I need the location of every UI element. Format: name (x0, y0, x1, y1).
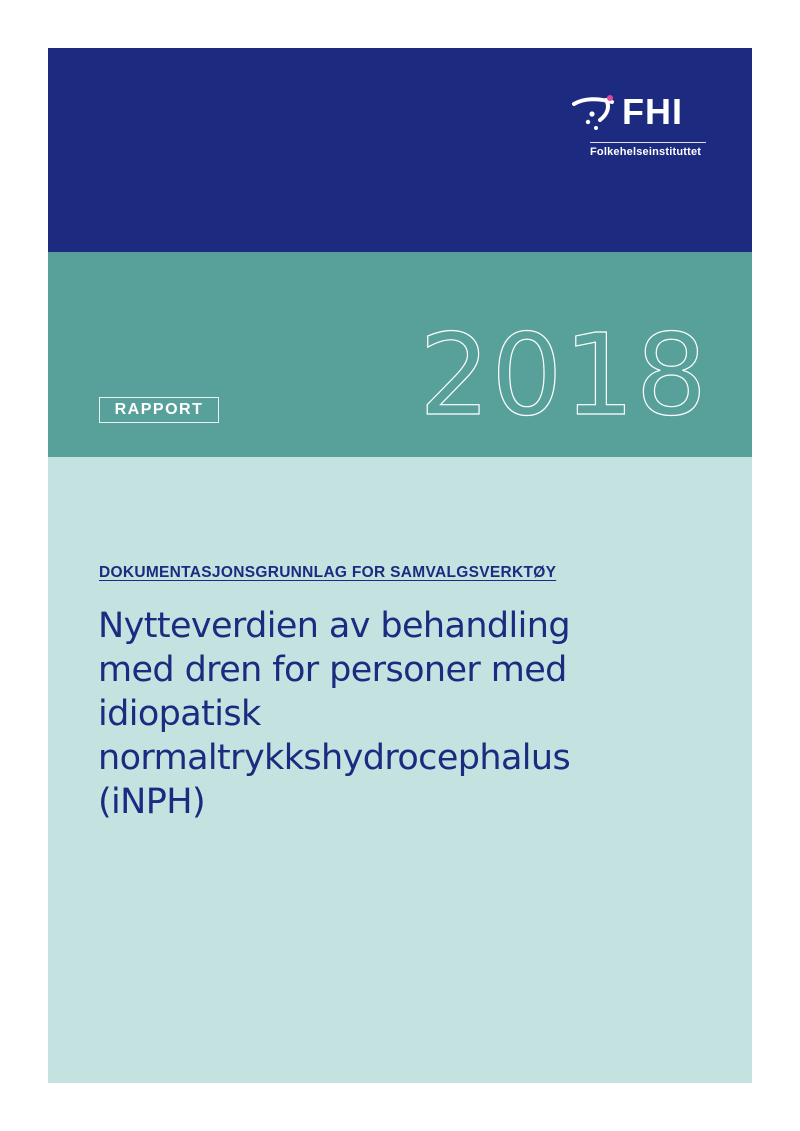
report-cover (48, 48, 752, 1083)
logo-subtitle: Folkehelseinstituttet (590, 146, 702, 158)
fhi-figure-icon (572, 94, 616, 134)
report-year: 2018 (418, 311, 708, 441)
title-line: med dren for personer med (98, 650, 567, 690)
fhi-logo (568, 86, 718, 166)
logo-wordmark: FHI (622, 91, 683, 132)
title-line: Nytteverdien av behandling (98, 606, 570, 646)
report-type-badge: RAPPORT (99, 397, 219, 423)
title-line: (iNPH) (98, 782, 206, 822)
document-title (98, 604, 718, 824)
title-line: normaltrykkshydrocephalus (98, 738, 571, 778)
title-line: idiopatisk (98, 694, 261, 734)
logo-divider (590, 142, 706, 143)
document-subtitle: DOKUMENTASJONSGRUNNLAG FOR SAMVALGSVERKTØY (99, 564, 557, 581)
header-band (48, 48, 752, 252)
